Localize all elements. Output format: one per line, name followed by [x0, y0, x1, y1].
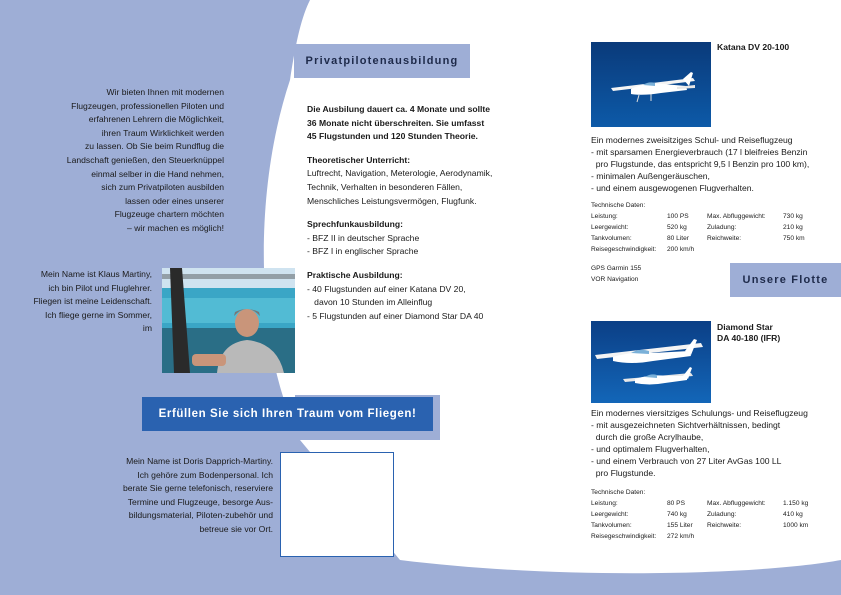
- practical-line: - 40 Flugstunden auf einer Katana DV 20,: [307, 283, 466, 294]
- spec-value: 80 Liter: [667, 235, 689, 242]
- katana-photo: [591, 42, 711, 127]
- nav-line: GPS Garmin 155: [591, 265, 642, 272]
- radio-block: [307, 218, 537, 259]
- spec-row: [591, 520, 823, 531]
- spec-value: 750 km: [783, 235, 805, 242]
- doris-line: Ich gehöre zum Bodenpersonal. Ich: [137, 469, 273, 480]
- spec-label: Tankvolumen:: [591, 235, 632, 242]
- spec-label: Reichweite:: [707, 235, 742, 242]
- training-intro: [307, 103, 537, 144]
- doris-photo-frame: [280, 452, 394, 557]
- intro-line: lassen oder eines unserer: [125, 195, 224, 206]
- cta-banner: Erfüllen Sie sich Ihren Traum vom Fliegen!: [142, 397, 433, 431]
- spec-value: 1.150 kg: [783, 500, 809, 507]
- desc-line: durch die große Acrylhaube,: [591, 432, 704, 442]
- doris-line: berate Sie gerne telefonisch, reserviere: [123, 483, 273, 494]
- desc-line: - minimalen Außengeräuschen,: [591, 171, 710, 181]
- spec-row: [591, 531, 823, 542]
- katana-nav-info: [591, 263, 641, 285]
- doris-bio: [96, 455, 273, 537]
- intro-line: Flugzeuge chartern möchten: [114, 209, 224, 220]
- spec-label: Zuladung:: [707, 511, 737, 518]
- intro-line: sich zum Privatpiloten ausbilden: [101, 182, 224, 193]
- theory-line: Menschliches Leistungsvermögen, Flugfunk.: [307, 195, 477, 206]
- spec-row: [591, 244, 823, 255]
- spec-row: [591, 233, 823, 244]
- spec-value: 520 kg: [667, 224, 687, 231]
- spec-label: Leergewicht:: [591, 224, 629, 231]
- pilot-bio: [20, 268, 152, 336]
- katana-description: [591, 134, 831, 194]
- spec-value: 740 kg: [667, 511, 687, 518]
- intro-line: 45 Flugstunden und 120 Stunden Theorie.: [307, 131, 478, 142]
- doris-line: Termine und Flugzeuge, besorge Aus-: [127, 496, 273, 507]
- diamond-star-description: [591, 407, 831, 479]
- specs-title: Technische Daten:: [591, 489, 646, 496]
- spec-value: 272 km/h: [667, 533, 695, 540]
- spec-label: Leistung:: [591, 213, 618, 220]
- radio-line: - BFZ II in deutscher Sprache: [307, 232, 420, 243]
- diamond-star-name: [717, 322, 780, 344]
- diamond-name-line: DA 40-180 (IFR): [717, 333, 781, 343]
- katana-specs: [591, 200, 823, 255]
- radio-heading: Sprechfunkausbildung:: [307, 219, 403, 230]
- desc-line: - und einem Verbrauch von 27 Liter AvGas 100 LL: [591, 456, 782, 466]
- desc-line: Ein modernes zweisitziges Schul- und Reiseflugzeug: [591, 135, 793, 145]
- spec-label: Tankvolumen:: [591, 522, 632, 529]
- practical-block: [307, 269, 537, 323]
- specs-title: Technische Daten:: [591, 202, 646, 209]
- pilot-line: ich bin Pilot und Fluglehrer.: [48, 282, 152, 293]
- practical-line: davon 10 Stunden im Alleinflug: [307, 297, 433, 308]
- doris-line: bildungsmaterial, Piloten-zubehör und: [128, 510, 273, 521]
- spec-value: 210 kg: [783, 224, 803, 231]
- theory-line: Technik, Verhalten in besonderen Fällen,: [307, 181, 463, 192]
- intro-line: Wir bieten Ihnen mit modernen: [106, 87, 224, 97]
- katana-name: Katana DV 20-100: [717, 42, 790, 52]
- spec-value: 200 km/h: [667, 246, 695, 253]
- spec-label: Max. Abfluggewicht:: [707, 500, 766, 507]
- intro-line: ihren Traum Wirklichkeit werden: [101, 127, 224, 138]
- intro-line: erfahrenen Lehrern die Möglichkeit,: [88, 114, 224, 125]
- spec-value: 100 PS: [667, 213, 689, 220]
- theory-line: Luftrecht, Navigation, Meterologie, Aerodynamik,: [307, 168, 493, 179]
- pilot-line: Fliegen ist meine Leidenschaft.: [33, 296, 152, 307]
- spec-label: Reichweite:: [707, 522, 742, 529]
- spec-label: Reisegeschwindigkeit:: [591, 533, 657, 540]
- desc-line: - und optimalem Flugverhalten,: [591, 444, 710, 454]
- intro-text: [34, 86, 224, 236]
- desc-line: pro Flugstunde.: [591, 468, 656, 478]
- intro-line: 36 Monate nicht überschreiten. Sie umfasst: [307, 117, 485, 128]
- spec-label: Leergewicht:: [591, 511, 629, 518]
- intro-line: Landschaft genießen, den Steuerknüppel: [66, 154, 224, 165]
- desc-line: - und einem ausgewogenen Flugverhalten.: [591, 183, 754, 193]
- spec-row: [591, 509, 823, 520]
- spec-value: 155 Liter: [667, 522, 693, 529]
- doris-line: Mein Name ist Doris Dapprich-Martiny.: [126, 456, 273, 466]
- practical-line: - 5 Flugstunden auf einer Diamond Star DA 40: [307, 310, 484, 321]
- intro-line: einmal selber in die Hand nehmen,: [91, 168, 224, 179]
- theory-block: [307, 154, 537, 208]
- practical-heading: Praktische Ausbildung:: [307, 269, 403, 280]
- pilot-line: Mein Name ist Klaus Martiny,: [40, 269, 152, 279]
- spec-label: Zuladung:: [707, 224, 737, 231]
- fleet-title: Unsere Flotte: [730, 263, 841, 297]
- spec-value: 730 kg: [783, 213, 803, 220]
- desc-line: pro Flugstunde, das entspricht 9,5 l Benzin pro 100 km),: [591, 159, 810, 169]
- spec-value: 80 PS: [667, 500, 685, 507]
- spec-row: [591, 222, 823, 233]
- intro-line: Flugzeugen, professionellen Piloten und: [71, 100, 224, 111]
- spec-value: 1000 km: [783, 522, 809, 529]
- intro-line: – wir machen es möglich!: [127, 222, 224, 233]
- training-details: [307, 103, 537, 333]
- intro-line: Die Ausbilung dauert ca. 4 Monate und sollte: [307, 104, 491, 114]
- intro-line: zu lassen. Ob Sie beim Rundflug die: [84, 141, 224, 152]
- doris-line: betreue sie vor Ort.: [199, 523, 273, 534]
- diamond-name-line: Diamond Star: [717, 322, 773, 332]
- spec-label: Reisegeschwindigkeit:: [591, 246, 657, 253]
- diamond-star-specs: [591, 487, 823, 542]
- desc-line: - mit ausgezeichneten Sichtverhältnissen, bedingt: [591, 420, 781, 430]
- pilot-photo: [162, 268, 295, 373]
- private-pilot-title: Privatpilotenausbildung: [294, 44, 470, 78]
- theory-heading: Theoretischer Unterricht:: [307, 154, 411, 165]
- desc-line: - mit sparsamen Energieverbrauch (17 l bleifreies Benzin: [591, 147, 808, 157]
- radio-line: - BFZ I in englischer Sprache: [307, 246, 419, 257]
- pilot-line: Ich fliege gerne im Sommer,: [45, 309, 152, 320]
- nav-line: VOR Navigation: [591, 276, 639, 283]
- spec-row: [591, 498, 823, 509]
- pilot-line: im: [142, 323, 152, 334]
- desc-line: Ein modernes viersitziges Schulungs- und Reiseflugzeug: [591, 408, 808, 418]
- spec-value: 410 kg: [783, 511, 803, 518]
- spec-label: Max. Abfluggewicht:: [707, 213, 766, 220]
- spec-row: [591, 211, 823, 222]
- spec-label: Leistung:: [591, 500, 618, 507]
- diamond-star-photo: [591, 321, 711, 403]
